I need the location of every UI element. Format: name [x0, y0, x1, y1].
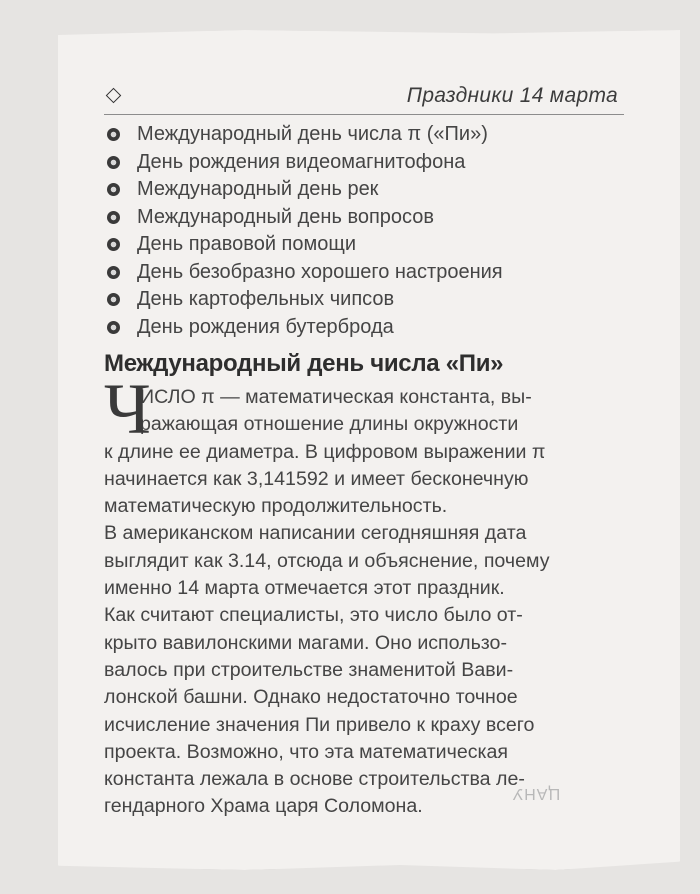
article-column: [104, 84, 624, 821]
holiday-label: Международный день числа π («Пи»): [137, 123, 488, 146]
holiday-label: Международный день вопросов: [137, 205, 435, 228]
text-line: валось при строительстве знаменитой Вави-: [104, 658, 514, 681]
text-line: лонской башни. Однако недостаточно точное: [104, 686, 518, 709]
text-line: константа лежала в основе строительства ле-: [104, 768, 525, 791]
list-item: [104, 286, 624, 314]
section-header: [104, 84, 624, 115]
bullet-icon: [107, 321, 120, 334]
list-item: [104, 231, 624, 259]
holiday-label: Международный день рек: [137, 178, 379, 201]
text-line: математическую продолжительность.: [104, 495, 448, 518]
text-line: В американском написании сегодняшняя дата: [104, 522, 527, 545]
holiday-label: День безобразно хорошего настроения: [137, 260, 503, 283]
bullet-icon: [107, 183, 120, 196]
text-line: выглядит как 3.14, отсюда и объяснение, почему: [104, 549, 550, 572]
drop-cap-block: [104, 369, 624, 449]
diamond-icon: [106, 88, 122, 104]
text-line: проекта. Возможно, что эта математическая: [104, 740, 509, 763]
text-line: именно 14 марта отмечается этот праздник.: [104, 577, 505, 600]
article-body: [104, 369, 624, 821]
holiday-label: День правовой помощи: [137, 233, 356, 256]
text-line: Как считают специалисты, это число было от-: [104, 604, 523, 627]
drop-cap: Ч: [104, 369, 151, 449]
bullet-icon: [107, 266, 120, 279]
holiday-list: [104, 121, 624, 341]
text-line: к длине ее диаметра. В цифровом выражении π: [104, 440, 546, 463]
list-item: [104, 121, 624, 149]
text-line: ражающая отношение длины окружности: [140, 413, 519, 436]
list-item: [104, 314, 624, 342]
holiday-label: День рождения бутерброда: [137, 315, 394, 338]
list-item: [104, 149, 624, 177]
article-title: Международный день числа «Пи»: [104, 350, 504, 377]
text-line: ИСЛО π — математическая константа, вы-: [140, 386, 532, 408]
list-item: [104, 176, 624, 204]
holiday-label: День картофельных чипсов: [137, 288, 395, 311]
bullet-icon: [107, 238, 120, 251]
bullet-icon: [107, 128, 120, 141]
section-title: Праздники 14 марта: [406, 84, 618, 107]
text-line: начинается как 3,141592 и имеет бесконечную: [104, 467, 529, 490]
text-line: гендарного Храма царя Соломона.: [104, 795, 423, 818]
list-item: [104, 204, 624, 232]
bleed-through-text: ЦАНУ: [512, 785, 561, 802]
holiday-label: День рождения видеомагнитофона: [137, 150, 466, 173]
bullet-icon: [107, 211, 120, 224]
bullet-icon: [107, 156, 120, 169]
list-item: [104, 259, 624, 287]
bullet-icon: [107, 293, 120, 306]
text-line: исчисление значения Пи привело к краху всего: [104, 713, 535, 736]
text-line: крыто вавилонскими магами. Оно использо-: [104, 631, 507, 654]
